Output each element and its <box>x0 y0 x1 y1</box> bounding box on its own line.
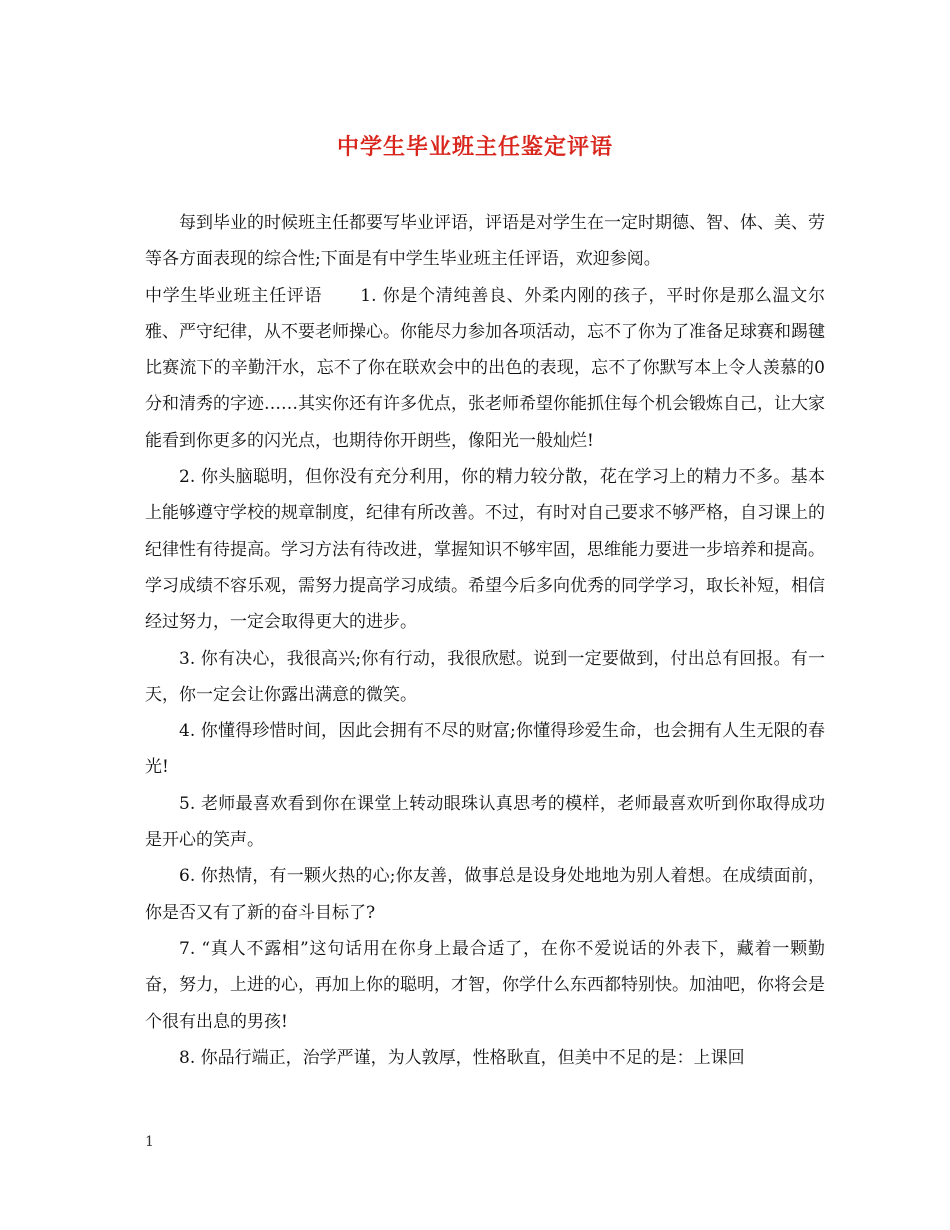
document-body <box>145 205 825 1076</box>
section-heading: 中学生毕业班主任评语 <box>145 285 323 306</box>
document-title: 中学生毕业班主任鉴定评语 <box>336 135 613 160</box>
comment-1: 1. 你是个清纯善良、外柔内刚的孩子，平时你是那么温文尔雅、严守纪律，从不要老师操心。你能尽力参加各项活动，忘不了你为了准备足球赛和踢毽比赛流下的辛勤汗水，忘不了你在联欢会中的出色的表现，忘不了你默写本上令人羡慕的0分和清秀的字迹……其实你还有许多优点，张老师希望你能抓住每个机会锻炼自己，让大家能看到你更多的闪光点，也期待你开朗些，像阳光一般灿烂! <box>145 285 825 451</box>
comment-4: 4. 你懂得珍惜时间，因此会拥有不尽的财富;你懂得珍爱生命，也会拥有人生无限的春光! <box>145 721 825 778</box>
section-paragraph <box>145 278 825 459</box>
comment-5: 5. 老师最喜欢看到你在课堂上转动眼珠认真思考的模样，老师最喜欢听到你取得成功是开心的笑声。 <box>145 793 825 851</box>
comment-8: 8. 你品行端正，治学严谨，为人敦厚，性格耿直，但美中不足的是：上课回 <box>179 1047 745 1068</box>
comment-6: 6. 你热情，有一颗火热的心;你友善，做事总是设身处地地为别人着想。在成绩面前，你是否又有了新的奋斗目标了? <box>145 866 825 923</box>
comment-3: 3. 你有决心，我很高兴;你有行动，我很欣慰。说到一定要做到，付出总有回报。有一天，你一定会让你露出满意的微笑。 <box>145 648 825 705</box>
page-number: 1 <box>145 1134 154 1150</box>
comment-2: 2. 你头脑聪明，但你没有充分利用，你的精力较分散，花在学习上的精力不多。基本上能够遵守学校的规章制度，纪律有所改善。不过，有时对自己要求不够严格，自习课上的纪律性有待提高。学习方法有待改进，掌握知识不够牢固，思维能力要进一步培养和提高。学习成绩不容乐观，需努力提高学习成绩。希望今后多向优秀的同学学习，取长补短，相信经过努力，一定会取得更大的进步。 <box>145 467 825 633</box>
intro-paragraph: 每到毕业的时候班主任都要写毕业评语，评语是对学生在一定时期德、智、体、美、劳等各方面表现的综合性;下面是有中学生毕业班主任评语，欢迎参阅。 <box>145 213 825 270</box>
comment-7: 7. “真人不露相”这句话用在你身上最合适了，在你不爱说话的外表下，藏着一颗勤奋，努力，上进的心，再加上你的聪明，才智，你学什么东西都特别快。加油吧，你将会是个很有出息的男孩! <box>145 938 825 1032</box>
